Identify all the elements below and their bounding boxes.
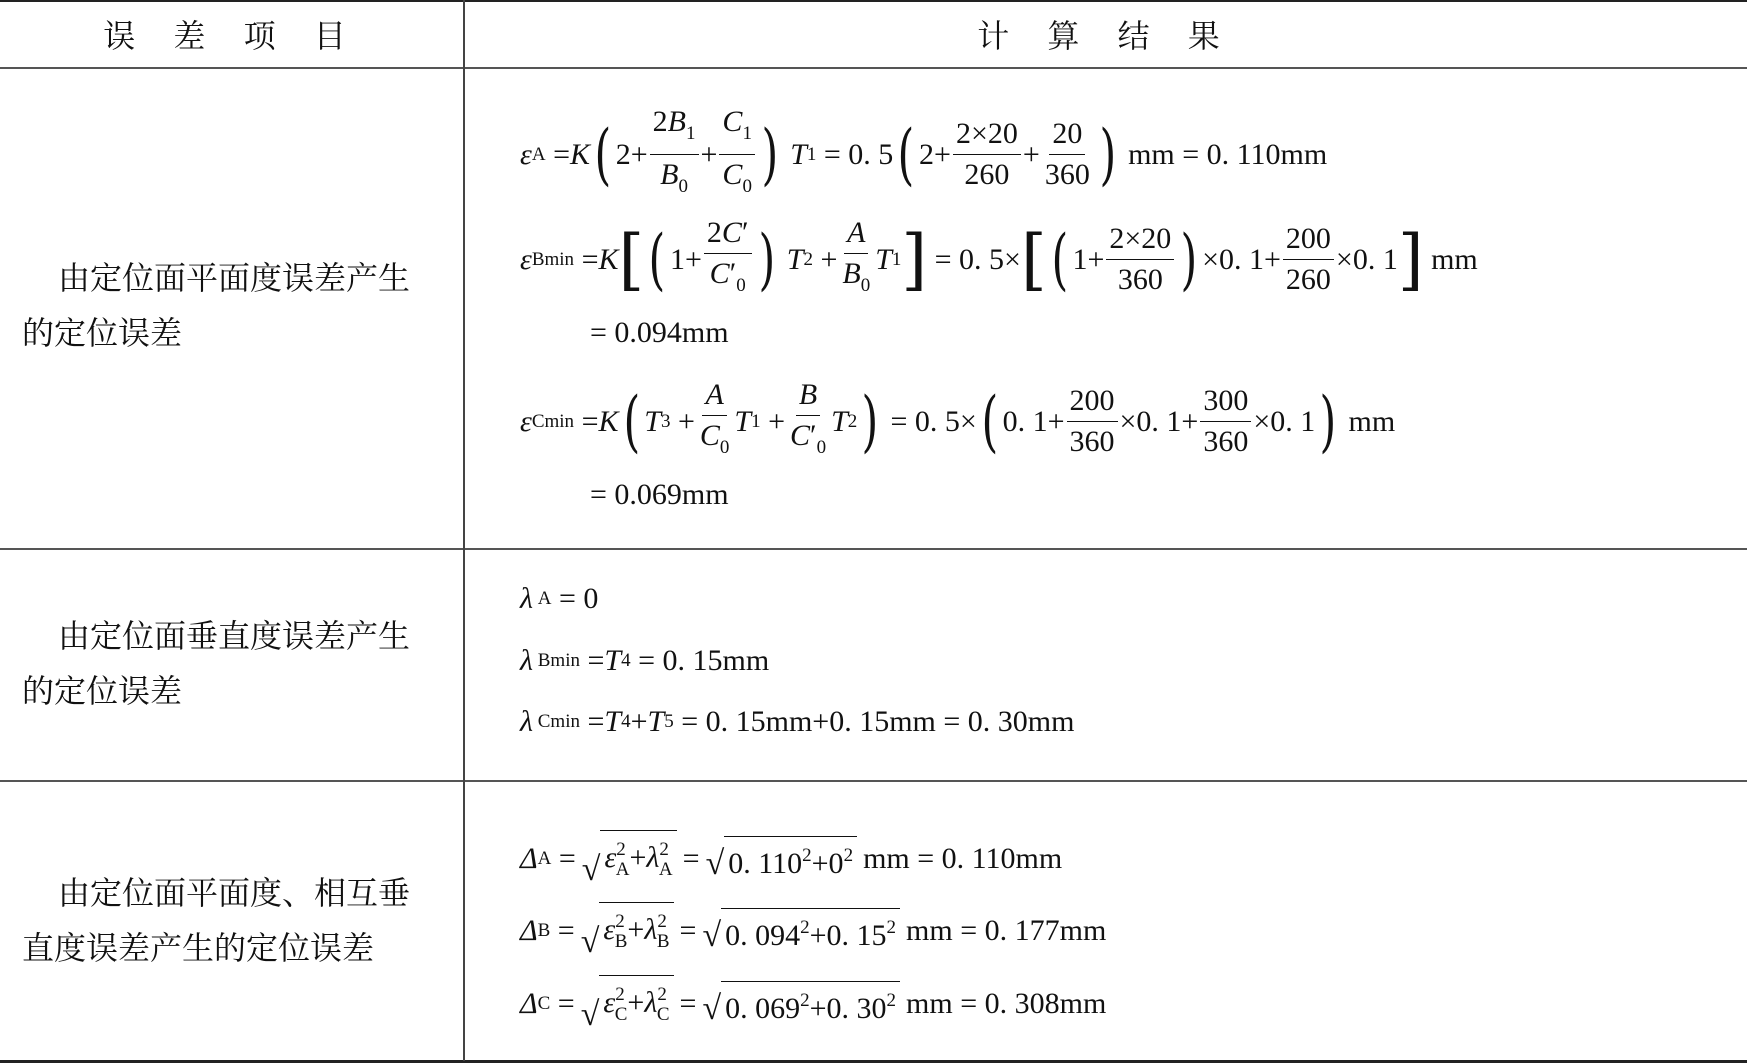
row-rule-2 [0, 780, 1747, 782]
item-line: 由定位面平面度、相互垂 [58, 874, 411, 912]
formula-lambda-cmin: λ Cmin = T 4 + T 5 = 0. 15mm+0. 15mm = 0. 30mm [520, 705, 1075, 738]
header-label: 计 算 结 果 [977, 16, 1234, 55]
item-line: 直度误差产生的定位误差 [22, 929, 375, 967]
formula-lambda-bmin: λ Bmin = T 4 = 0. 15mm [520, 644, 770, 677]
item-line: 由定位面平面度误差产生 [58, 259, 411, 297]
row1-item [22, 251, 452, 361]
formula-delta-c: Δ C = √ $\varepsilon^2_C+\lambda^2_C$ = √ 0. $069^2+0$. $30^2$ mm = 0. 308mm [520, 975, 1106, 1032]
formula-eps-bmin: ε Bmin = K [ ( 1+ $\frac{2C'}{C'_0}$ ) T 2 + $\frac{A}{B_0}$ T 1 ] = 0. 5× [ ( 1+ $\frac{2\times 20}{360}$ ) ×0. 1+ $\frac{200}{260}$ ×0. 1 ] mm [520, 213, 1478, 306]
formula-eps-cmin: ε Cmin = K ( T 3 + $\frac{A}{C_0}$ T 1 + $\frac{B}{C'_0}$ T 2 ) = 0. 5× ( 0. 1+ $\frac{200}{360}$ ×0. 1+ $\frac{300}{360}$ ×0. 1 ) mm [520, 375, 1395, 468]
header-rule [0, 67, 1747, 69]
header-label: 误 差 项 目 [103, 16, 360, 55]
header-error-item [0, 0, 463, 67]
item-line: 由定位面垂直度误差产生 [58, 617, 411, 655]
formula-delta-b: Δ B = √ $\varepsilon^2_B+\lambda^2_B$ = √ 0. $094^2+0$. $15^2$ mm = 0. 177mm [520, 902, 1106, 959]
table-bottom-rule [0, 1060, 1747, 1063]
row3-item [22, 866, 452, 976]
formula-delta-a: Δ A = √ $\varepsilon^2_A+\lambda^2_A$ = √ 0. $110^2+0^2$ mm = 0. 110mm [520, 830, 1062, 887]
formula-lambda-a: λ A = 0 [520, 582, 599, 615]
formula-eps-bmin-result: = 0.094mm [590, 316, 729, 349]
row-rule-1 [0, 548, 1747, 550]
formula-eps-cmin-result: = 0.069mm [590, 478, 729, 511]
row2-item [22, 609, 452, 719]
column-divider [463, 0, 465, 1061]
header-calc-result [464, 0, 1747, 67]
item-line: 的定位误差 [22, 672, 183, 710]
item-line: 的定位误差 [22, 314, 183, 352]
formula-eps-a: ε A = K ( 2+ $\frac{2B_1}{B_0}$ + $\frac{C_1}{C_0}$ ) T 1 = 0. 5 ( 2+ $\frac{2\times 20}{260}$ + $\frac{20}{360}$ ) mm = 0. 110mm [520, 102, 1327, 207]
